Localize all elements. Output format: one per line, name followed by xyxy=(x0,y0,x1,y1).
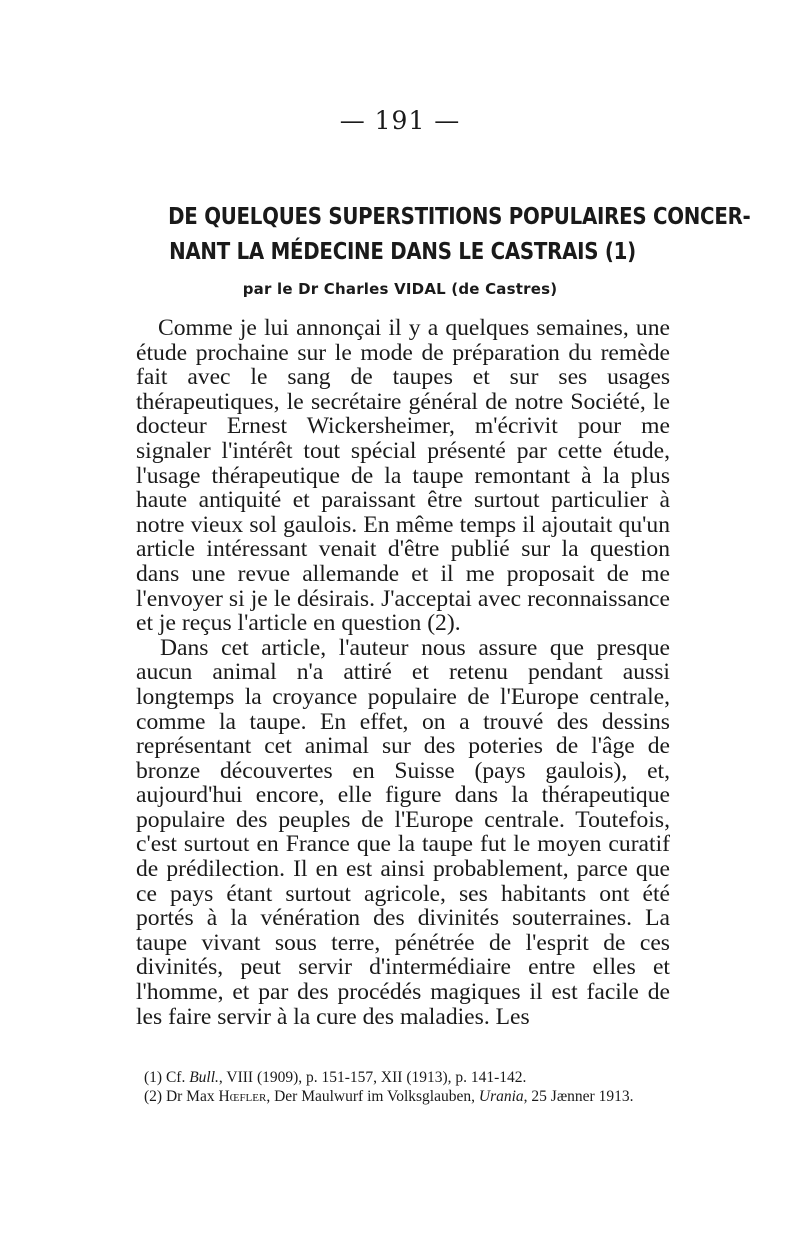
author-byline: par le Dr Charles VIDAL (de Castres) xyxy=(242,280,558,298)
article-body xyxy=(136,316,670,1029)
footnote-2-prefix: (2) Dr Max xyxy=(144,1088,219,1105)
article-title xyxy=(168,200,751,270)
footnote-2-journal: Urania xyxy=(478,1088,524,1105)
footnote-2-rest: , 25 Jænner 1913. xyxy=(523,1088,634,1105)
footnotes xyxy=(136,1068,670,1106)
footnote-1 xyxy=(136,1068,670,1087)
body-paragraph-2: Dans cet article, l'auteur nous assure que presque aucun animal n'a attiré et retenu pendant aussi longtemps la croyance populaire de l'Europe centrale, comme la taupe. En effet, on a trouvé des dessins représentant cet animal sur des poteries de l'âge de bronze découvertes en Suisse (pays gaulois), et, aujourd'hui encore, elle figure dans la thérapeutique populaire des peuples de l'Europe centrale. Toutefois, c'est surtout en France que la taupe fut le moyen curatif de prédilection. Il en est ainsi probablement, parce que ce pays étant surtout agricole, ses habitants ont été portés à la vénération des divinités souterraines. La taupe vivant sous terre, pénétrée de l'esprit de ces divinités, peut servir d'intermédiaire entre elles et l'homme, et par des procédés magiques il est facile de les faire servir à la cure des maladies. Les xyxy=(136,634,670,1030)
footnote-2-author: Hœfler xyxy=(218,1088,267,1105)
title-line-2: NANT LA MÉDECINE DANS LE CASTRAIS (1) xyxy=(169,239,636,265)
title-line-1: DE QUELQUES SUPERSTITIONS POPULAIRES CONCER- xyxy=(168,204,751,230)
footnote-1-journal: Bull. xyxy=(189,1069,219,1086)
footnote-1-rest: , VIII (1909), p. 151-157, XII (1913), p. 141-142. xyxy=(218,1069,527,1086)
page-number: — 191 — xyxy=(339,106,461,135)
body-paragraph-1: Comme je lui annonçai il y a quelques semaines, une étude prochaine sur le mode de préparation du remède fait avec le sang de taupes et sur ses usages thérapeutiques, le secrétaire général de notre Société, le docteur Ernest Wickersheimer, m'écrivit pour me signaler l'intérêt tout spécial présenté par cette étude, l'usage thérapeutique de la taupe remontant à la plus haute antiquité et paraissant être surtout particulier à notre vieux sol gaulois. En même temps il ajoutait qu'un article intéressant venait d'être publié sur la question dans une revue allemande et il me proposait de me l'envoyer si je le désirais. J'acceptai avec reconnaissance et je reçus l'article en question (2). xyxy=(136,315,670,637)
footnote-2-middle: , Der Maulwurf im Volksglauben, xyxy=(266,1088,479,1105)
footnote-1-prefix: (1) Cf. xyxy=(144,1069,190,1086)
footnote-2 xyxy=(136,1087,670,1106)
